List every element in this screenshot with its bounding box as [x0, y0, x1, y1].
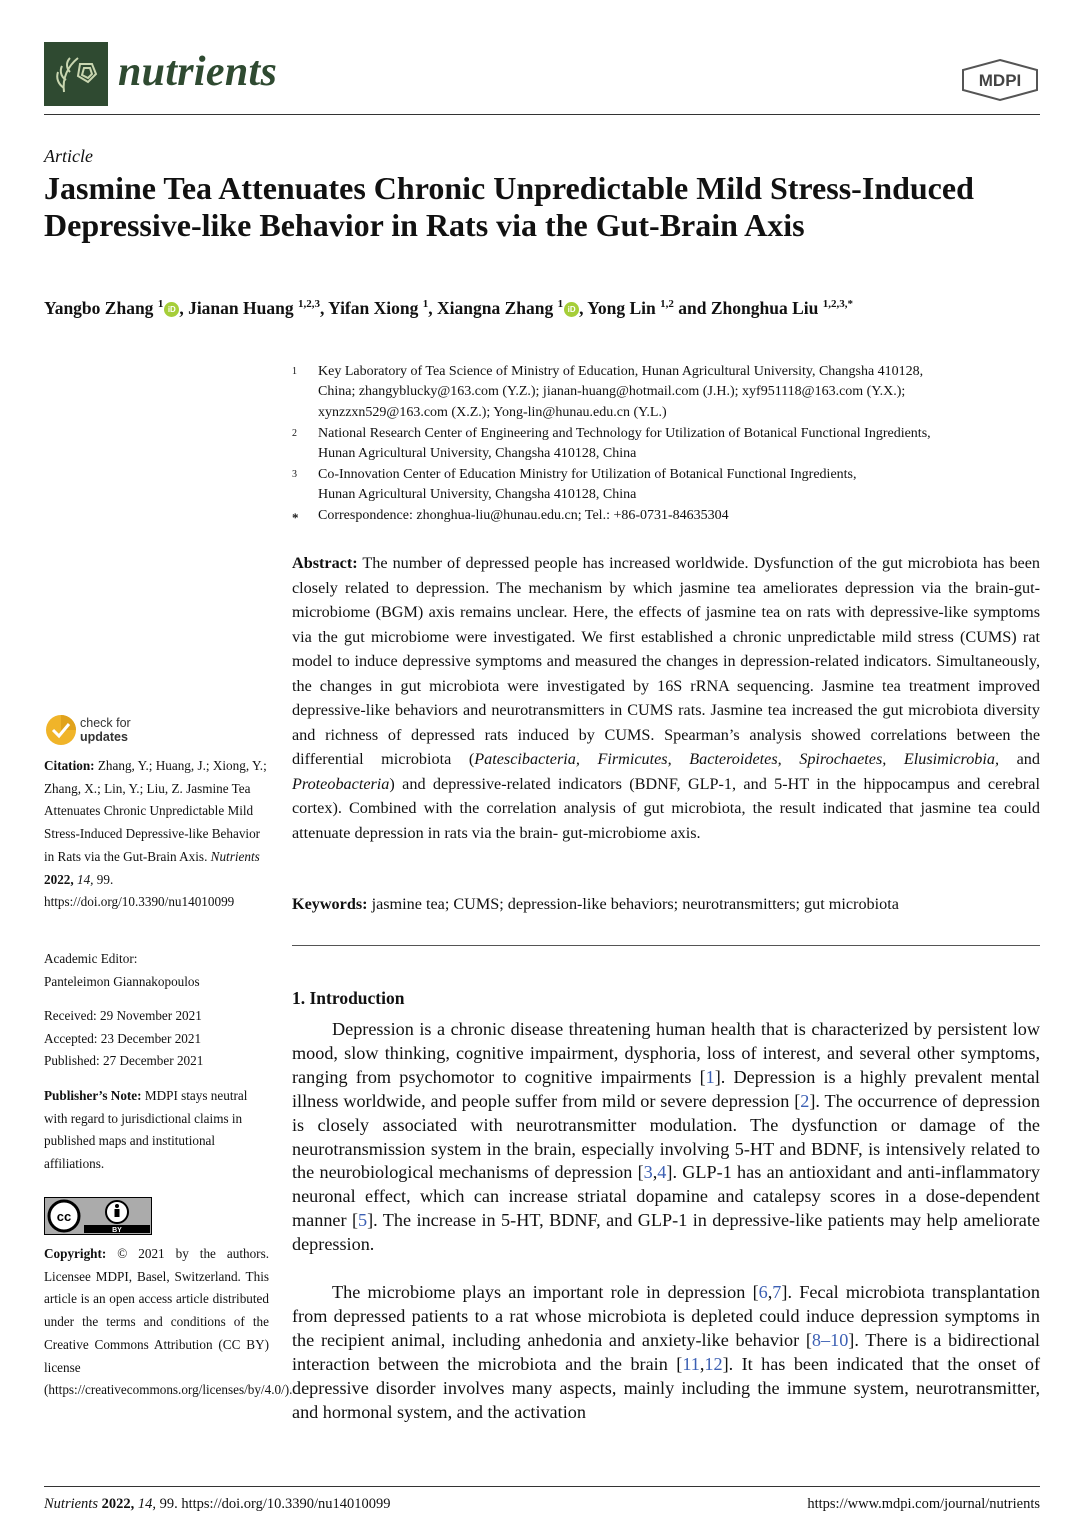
journal-name: nutrients: [118, 49, 278, 95]
affiliation-mark: 3: [292, 469, 297, 480]
reference-link[interactable]: 4: [657, 1162, 667, 1183]
orcid-icon[interactable]: iD: [564, 302, 579, 317]
check-for-updates-icon[interactable]: [44, 713, 78, 752]
author-affiliation-mark: 1,2: [660, 298, 674, 311]
reference-link[interactable]: 5: [358, 1210, 368, 1231]
keywords: Keywords: jasmine tea; CUMS; depression-like behaviors; neurotransmitters; gut microbiota: [292, 895, 899, 913]
citation: Citation: Zhang, Y.; Huang, J.; Xiong, Y.; Zhang, X.; Lin, Y.; Liu, Z. Jasmine Tea Attenuates Chronic Unpredictable Mild Stress-Induced Depressive-like Behavior in Rats via the Gut-Brain Axis. Nutrients 2022, 14, 99. https://doi.org/10.3390/nu14010099: [44, 758, 267, 910]
author-affiliation-mark: 1,2,3: [297, 298, 320, 311]
paragraph-text: ]. It has been indicated that the onset of depressive disorder involves many aspects, mainly including the immune system, neurotransmitter, and hormonal system, and the activation: [292, 1353, 1041, 1422]
footer-journal-url[interactable]: https://www.mdpi.com/journal/nutrients: [807, 1496, 1040, 1512]
reference-link[interactable]: 12: [704, 1353, 723, 1374]
keywords-label: Keywords:: [292, 895, 368, 913]
paragraph-text: ,: [652, 1162, 658, 1183]
abstract: Abstract: The number of depressed people has increased worldwide. Dysfunction of the gut microbiota has been closely related to depression. The mechanism by which jasmine tea ameliorates depression via the brain-gut-microbiome (BGM) axis remains unclear. Here, the effects of jasmine tea on rats with depressive-like symptoms via the gut microbiome were investigated. We first established a chronic unpredictable mild stress (CUMS) rat model to induce depressive symptoms and measured the changes in depression-related indicators. Simultaneously, the changes in gut microbiota were investigated by 16S rRNA sequencing. Jasmine tea treatment improved depressive-like behaviors and neurotransmitters in CUMS rats. Jasmine tea increased the gut microbiota diversity and richness of depressed rats induced by CUMS. Spearman’s analysis showed correlations between the differential microbiota (Patescibacteria, Firmicutes, Bacteroidetes, Spirochaetes, Elusimicrobia, and Proteobacteria) and depressive-related indicators (BDNF, GLP-1, and 5-HT in the hippocampus and cerebral cortex). Combined with the correlation analysis of gut microbiota, the result indicated that jasmine tea could attenuate depression in rats via the brain- gut-microbiome axis.: [292, 554, 1040, 842]
footer-divider: [44, 1486, 1040, 1487]
cc-by-license-icon[interactable]: [44, 1197, 152, 1235]
reference-link[interactable]: 7: [772, 1282, 782, 1302]
author-affiliation-mark: 1: [157, 298, 164, 311]
author-affiliation-mark: 1,2,3,*: [822, 298, 853, 311]
footer-citation: Nutrients 2022, 14, 99. https://doi.org/10.3390/nu14010099: [44, 1496, 391, 1512]
publication-dates: Received: 29 November 2021 Accepted: 23 December 2021 Published: 27 December 2021: [44, 1008, 204, 1069]
svg-text:cc: cc: [56, 1209, 72, 1224]
intro-paragraph-2: [292, 1281, 1040, 1424]
reference-link[interactable]: 11: [682, 1353, 700, 1374]
copyright: Copyright: © 2021 by the authors. Licensee MDPI, Basel, Switzerland. This article is an open access article distributed under the terms and conditions of the Creative Commons Attribution (CC BY) license (https://creativecommons.org/licenses/by/4.0/).: [44, 1246, 293, 1398]
reference-link[interactable]: 2: [800, 1090, 810, 1111]
publisher-note: Publisher’s Note: MDPI stays neutral with regard to jurisdictional claims in published maps and institutional affiliations.: [44, 1088, 248, 1172]
author-name: Zhonghua Liu: [710, 298, 823, 318]
academic-editor: Academic Editor: Panteleimon Giannakopoulos: [44, 951, 200, 989]
author-name: Xiangna Zhang: [436, 298, 558, 318]
paragraph-text: ,: [767, 1282, 773, 1302]
paragraph-text: ]. The increase in 5-HT, BDNF, and GLP-1 in depressive-like patients may help ameliorate depression.: [292, 1210, 1040, 1255]
reference-link[interactable]: 8–10: [811, 1329, 849, 1350]
journal-logo-icon: [44, 42, 108, 106]
author-affiliation-mark: 1: [422, 298, 429, 311]
mdpi-logo-text: MDPI: [978, 71, 1022, 90]
section-heading: 1. Introduction: [292, 988, 405, 1008]
author-name: Yangbo Zhang: [44, 298, 158, 318]
reference-link[interactable]: 1: [705, 1066, 715, 1087]
intro-paragraph-1: [292, 1018, 1040, 1257]
reference-link[interactable]: 6: [758, 1282, 768, 1302]
check-for-updates-label[interactable]: check for updates: [80, 716, 131, 744]
author-name: Jianan Huang: [188, 298, 298, 318]
paragraph-text: The microbiome plays an important role in depression [: [332, 1282, 759, 1302]
author-list: Yangbo Zhang $^1$ iD , Jianan Huang $^{1,2,3}$, Yifan Xiong $^1$, Xiangna Zhang $^1$ iD , Yong Lin $^{1,2}$ and Zhonghua Liu $^{1,2,3,*}$: [44, 298, 853, 318]
paragraph-text: ]. The occurrence of depression is closely associated with neurotransmitter modulation. The dysfunction or damage of the neurotransmission system in the brain, especially involving 5-HT and BDNF, is intensively related to the neurobiological mechanisms of depression [: [292, 1090, 1040, 1183]
affiliation-1: 1 Key Laboratory of Tea Science of Ministry of Education, Hunan Agricultural University, Changsha 410128, China; zhangyblucky@163.com (Y.Z.); jianan-huang@hotmail.com (J.H.); xyf951118@163.com (Y.X.); xynzzxn529@163.com (X.Z.); Yong-lin@hunau.edu.cn (Y.L.): [292, 364, 924, 420]
orcid-icon[interactable]: iD: [164, 302, 179, 317]
affiliation-2: 2 National Research Center of Engineering and Technology for Utilization of Botanical Functional Ingredients, Hunan Agricultural University, Changsha 410128, China: [292, 426, 931, 462]
header-divider: [44, 114, 1040, 115]
paragraph-text: ]. GLP-1 has an antioxidant and anti-inflammatory neuronal effect, which can increase striatal dopamine and catalepsy scores in a dose-dependent manner [: [292, 1162, 1040, 1231]
author-affiliation-mark: 1: [557, 298, 564, 311]
paragraph-text: ,: [699, 1353, 705, 1374]
abstract-label: Abstract:: [292, 554, 358, 572]
author-name: Yong Lin: [587, 298, 661, 318]
paper-title: Jasmine Tea Attenuates Chronic Unpredictable Mild Stress-Induced Depressive-like Behavior in Rats via the Gut-Brain Axis: [44, 170, 974, 243]
affiliation-mark: 1: [292, 366, 297, 377]
paragraph-text: Depression is a chronic disease threatening human health that is characterized by persistent low mood, slow thinking, cognitive impairment, dysphoria, loss of interest, and several other symptoms, ranging from psychomotor to cognitive impairments [: [292, 1019, 1040, 1087]
correspondence: * Correspondence: zhonghua-liu@hunau.edu.cn; Tel.: +86-0731-84635304: [292, 506, 1044, 526]
article-type: Article: [44, 146, 93, 166]
paragraph-text: ]. Depression is a highly prevalent mental illness worldwide, and people suffer from mild or severe depression [: [292, 1066, 1040, 1111]
affiliation-mark: 2: [292, 428, 297, 439]
mdpi-logo: [960, 58, 1040, 107]
paragraph-text: ]. There is a bidirectional interaction between the microbiota and the brain [: [292, 1329, 1040, 1374]
reference-link[interactable]: 3: [643, 1162, 653, 1183]
section-divider: [292, 945, 1040, 946]
affiliation-3: 3 Co-Innovation Center of Education Ministry for Utilization of Botanical Functional Ingredients, Hunan Agricultural University, Changsha 410128, China: [292, 467, 857, 503]
author-name: Yifan Xiong: [328, 298, 423, 318]
affiliation-mark: *: [292, 510, 299, 525]
paragraph-text: ]. Fecal microbiota transplantation from depressed patients to a rat whose microbiota is depleted could induce depression symptoms in the recipient animal, including anhedonia and anxiety-like behavior [: [292, 1282, 1040, 1350]
cc-by-label: BY: [112, 1227, 122, 1234]
